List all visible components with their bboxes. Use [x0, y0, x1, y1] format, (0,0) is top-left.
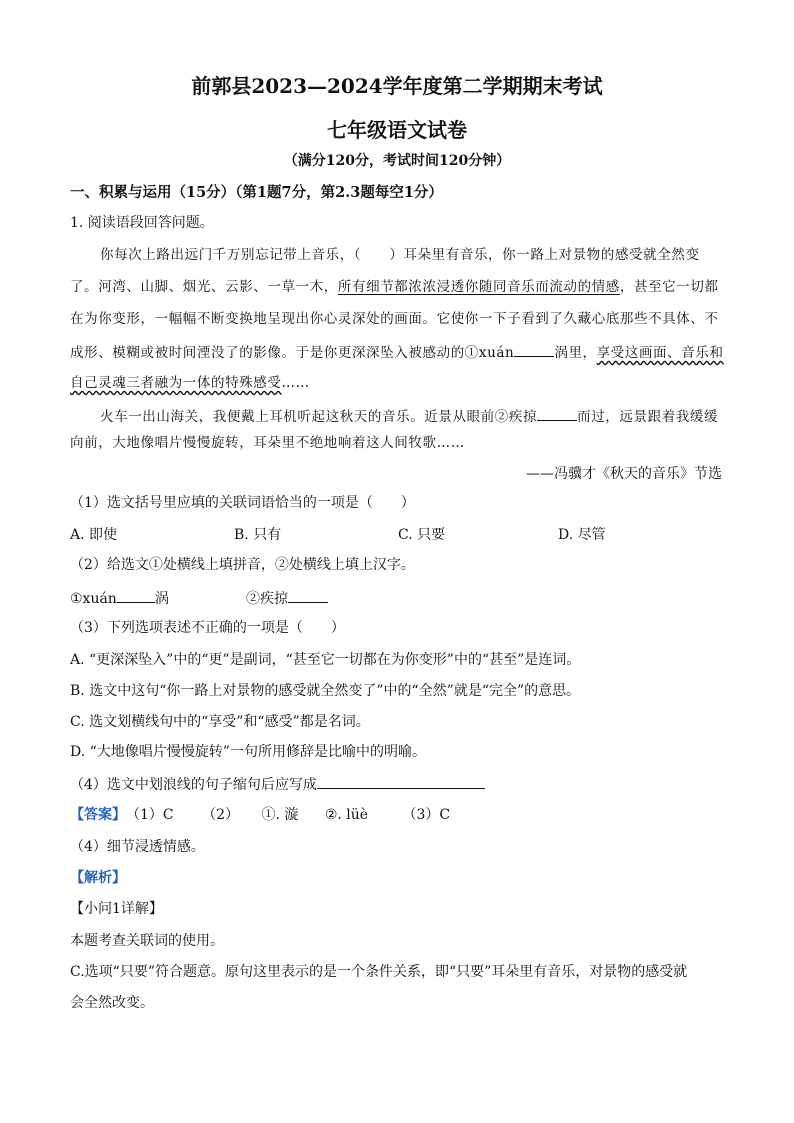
option-d: D. 尽管: [558, 527, 606, 543]
answer-1: （1）C: [126, 807, 174, 823]
option-b: B. 只有: [234, 527, 282, 543]
analysis-sub-heading: 【小问1详解】: [70, 901, 163, 917]
exam-title: 前郭县2023—2024学年度第二学期期末考试: [191, 74, 603, 98]
q1-2-item1: [70, 587, 169, 609]
answer-line: [70, 805, 450, 825]
answer-3: （3）C: [402, 807, 451, 823]
passage-source: ——冯骥才《秋天的音乐》节选: [526, 466, 722, 482]
question-1-stem: 1. 阅读语段回答问题。: [70, 215, 214, 231]
exam-subtitle: 七年级语文试卷: [327, 118, 467, 142]
answer-2-1: ①. 漩: [261, 807, 299, 823]
option-a: A. 即使: [70, 527, 118, 543]
passage-p1-line1: 你每次上路出远门千万别忘记带上音乐，（ ）耳朵里有音乐，你一路上对景物的感受就全然变: [100, 247, 700, 263]
passage-text: 而过，远景跟着我缓缓: [577, 409, 719, 425]
analysis-text: C.选项“只要”符合题意。原句这里表示的是一个条件关系，即“只要”耳朵里有音乐，对景物的感受就: [70, 964, 688, 980]
q1-2-item2: [246, 587, 328, 609]
stem-text: （4）选文中划浪线的句子缩句后应写成: [70, 777, 317, 793]
answer-label: 【答案】: [70, 807, 126, 823]
exam-note: （满分120分，考试时间120分钟）: [283, 153, 511, 169]
item-text: ②疾掠: [246, 591, 288, 607]
passage-text: ……: [281, 375, 310, 391]
passage-text: 了。河湾、山脚、烟光、云影、一草一木，: [70, 279, 338, 295]
underlined-sentence: 所有细节都浓浓浸透你随同音乐而流动的情感: [337, 279, 620, 295]
question-1-3-stem: （3）下列选项表述不正确的一项是（ ）: [70, 620, 345, 636]
passage-p1-line2: [70, 277, 719, 297]
wavy-sentence: 自己灵魂三者融为一体的特殊感受: [70, 375, 282, 391]
analysis-text: 本题考查关联词的使用。: [70, 933, 224, 949]
blank-2: [288, 587, 328, 603]
analysis-text: 会全然改变。: [70, 995, 154, 1011]
passage-text: ，甚至它一切都: [619, 279, 719, 295]
passage-p1-line3: 在为你变形，一幅幅不断变换地呈现出你心灵深处的画面。它使你一下子看到了久藏心底那些不具体、不: [70, 311, 719, 327]
answer-blank: [317, 773, 485, 789]
question-1-1-stem: （1）选文括号里应填的关联词语恰当的一项是（ ）: [70, 495, 415, 511]
passage-p1-line5: [70, 373, 310, 393]
question-1-2-stem: （2）给选文①处横线上填拼音，②处横线上填上汉字。: [70, 557, 415, 573]
passage-p1-line4: [70, 341, 724, 363]
blank-1: [117, 587, 155, 603]
item-text: ①xuán: [70, 591, 117, 607]
option-c: C. 选文划横线句中的“享受”和“感受”都是名词。: [70, 714, 370, 730]
option-d: D. “大地像唱片慢慢旋转”一句所用修辞是比喻中的明喻。: [70, 744, 426, 760]
blank-1: [514, 341, 554, 357]
passage-p2-line2: 向前，大地像唱片慢慢旋转，耳朵里不绝地响着这人间牧歌……: [70, 435, 465, 451]
passage-text: 火车一出山海关，我便戴上耳机听起这秋天的音乐。近景从眼前②疾掠: [100, 409, 538, 425]
passage-text: 涡里，: [554, 345, 597, 361]
option-b: B. 选文中这句“你一路上对景物的感受就全然变了”中的“全然”就是“完全”的意思。: [70, 683, 581, 699]
answer-2: （2）: [202, 807, 239, 823]
passage-p2-line1: [100, 405, 718, 427]
question-1-4-stem: [70, 773, 485, 795]
option-c: C. 只要: [398, 527, 446, 543]
wavy-sentence: 享受这画面、音乐和: [596, 345, 724, 361]
item-text: 涡: [154, 591, 169, 607]
section-heading: 一、积累与运用（15分）（第1题7分，第2.3题每空1分）: [70, 184, 443, 201]
answer-4: （4）细节浸透情感。: [70, 839, 205, 855]
analysis-label: 【解析】: [70, 870, 126, 886]
option-a: A. “更深深坠入”中的“更”是副词，“甚至它一切都在为你变形”中的“甚至”是连词。: [70, 652, 581, 668]
answer-2-2: ②. lüè: [324, 807, 369, 823]
blank-2: [537, 405, 577, 421]
passage-text: 成形、模糊或被时间湮没了的影像。于是你更深深坠入被感动的①xuán: [70, 345, 515, 361]
